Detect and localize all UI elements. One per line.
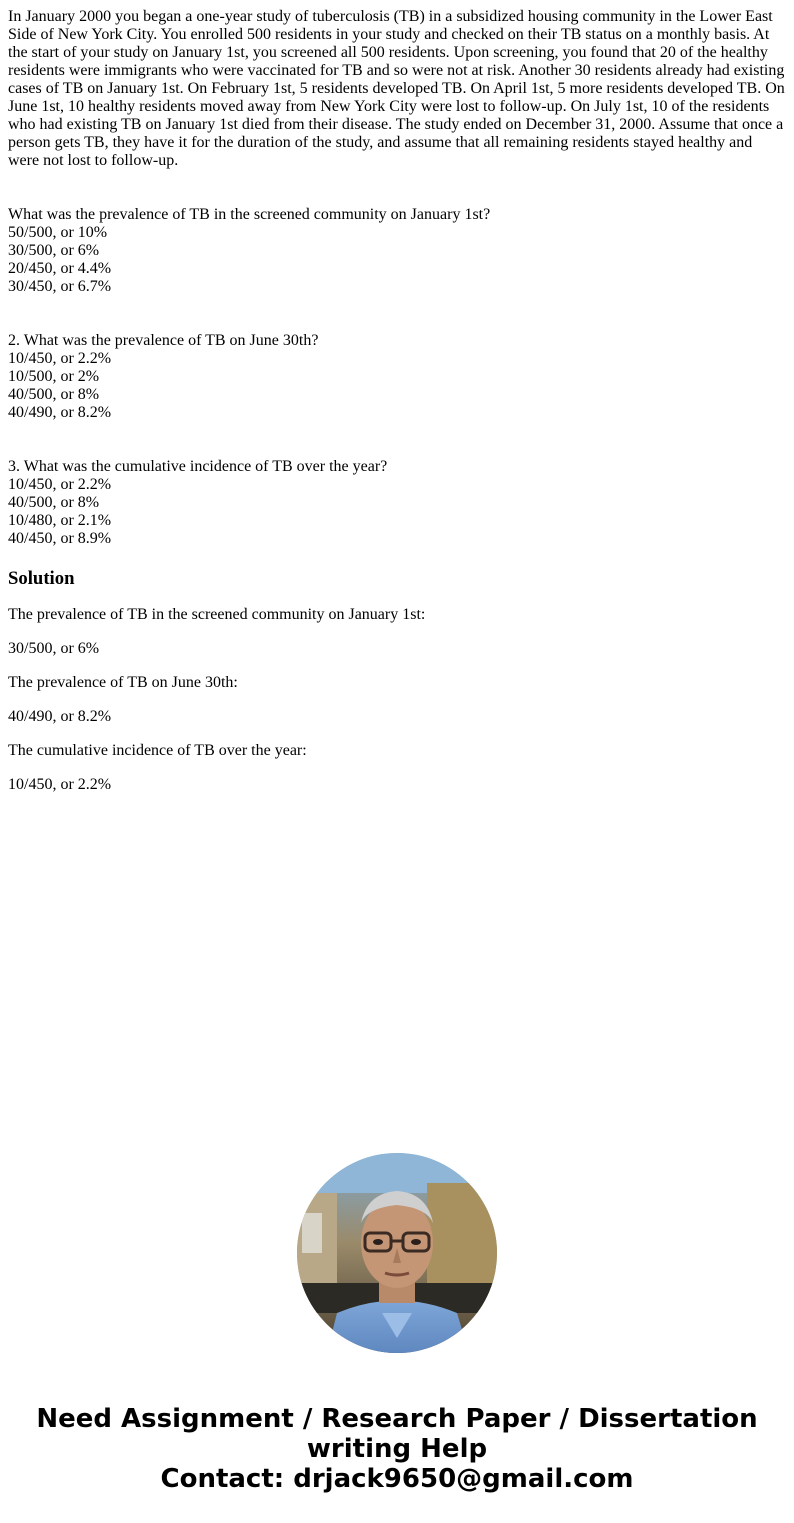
spacer: [8, 296, 786, 332]
problem-statement: In January 2000 you began a one-year study of tuberculosis (TB) in a subsidized housing community in the Lower East Side of New York City. You enrolled 500 residents in your study and checked on their TB status on a monthly basis. At the start of your study on January 1st, you screened all 500 residents. Upon screening, you found that 20 of the healthy residents were immigrants who were vaccinated for TB and so were not at risk. Another 30 residents already had existing cases of TB on January 1st. On February 1st, 5 residents developed TB. On April 1st, 5 more residents developed TB. On June 1st, 10 healthy residents moved away from New York City were lost to follow-up. On July 1st, 10 of the residents who had existing TB on January 1st died from their disease. The study ended on December 31, 2000. Assume that once a person gets TB, they have it for the duration of the study, and assume that all remaining residents stayed healthy and were not lost to follow-up.: [8, 8, 785, 169]
solution-answer: 40/490, or 8.2%: [8, 708, 112, 725]
author-avatar: [297, 1153, 497, 1353]
question-2: [8, 332, 786, 422]
question-1: [8, 206, 786, 296]
answer-option: 30/450, or 6.7%: [8, 278, 112, 295]
banner-line: Need Assignment / Research Paper / Dissertation: [36, 1404, 758, 1434]
answer-option: 40/490, or 8.2%: [8, 404, 112, 421]
solution-heading: Solution: [8, 568, 75, 589]
answer-option: 10/480, or 2.1%: [8, 512, 112, 529]
contact-banner: [0, 1404, 794, 1494]
solution-text: The cumulative incidence of TB over the year:: [8, 742, 307, 759]
document-body: [8, 8, 786, 794]
answer-option: 10/450, or 2.2%: [8, 476, 112, 493]
answer-option: 30/500, or 6%: [8, 242, 100, 259]
answer-option: 40/450, or 8.9%: [8, 530, 112, 547]
contact-email: Contact: drjack9650@gmail.com: [160, 1464, 634, 1494]
answer-option: 50/500, or 10%: [8, 224, 108, 241]
solution-text: The prevalence of TB in the screened community on January 1st:: [8, 606, 426, 623]
question-text: What was the prevalence of TB in the screened community on January 1st?: [8, 206, 491, 223]
answer-option: 40/500, or 8%: [8, 386, 100, 403]
spacer: [8, 422, 786, 458]
solution-text: The prevalence of TB on June 30th:: [8, 674, 238, 691]
answer-option: 10/450, or 2.2%: [8, 350, 112, 367]
question-text: 3. What was the cumulative incidence of TB over the year?: [8, 458, 388, 475]
spacer: [8, 170, 786, 206]
banner-line: writing Help: [306, 1434, 488, 1464]
portrait-image: [297, 1153, 497, 1353]
question-text: 2. What was the prevalence of TB on June 30th?: [8, 332, 319, 349]
solution-answer: 10/450, or 2.2%: [8, 776, 112, 793]
question-3: [8, 458, 786, 548]
answer-option: 40/500, or 8%: [8, 494, 100, 511]
answer-option: 20/450, or 4.4%: [8, 260, 112, 277]
answer-option: 10/500, or 2%: [8, 368, 100, 385]
solution-answer: 30/500, or 6%: [8, 640, 100, 657]
